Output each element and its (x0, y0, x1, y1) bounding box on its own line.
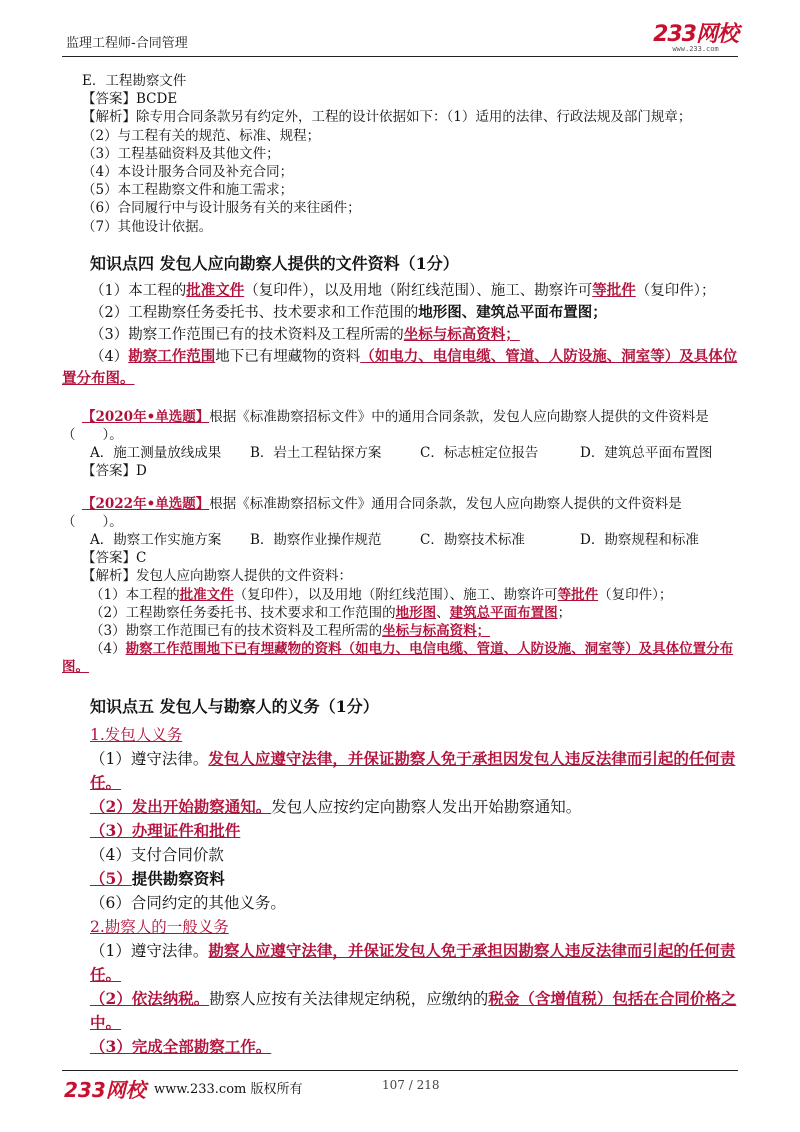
highlight: 勘察工作范围地下已有埋藏物的资料（如电力、电信电缆、管道、人防设施、洞室等）及具体位置分布图。 (62, 641, 734, 676)
option-a: A．勘察工作实施方案 (90, 532, 222, 549)
kp4-line-3 (62, 324, 742, 346)
duty-line (62, 987, 742, 1035)
page-footer (62, 1076, 738, 1102)
text: （3）勘察工作范围已有的技术资料及工程所需的 (90, 623, 383, 640)
question-tag: 【2022年•单选题】 (82, 495, 210, 512)
text: ； (557, 604, 572, 621)
duty-line (62, 747, 742, 795)
highlight: （5） (90, 868, 132, 888)
list-item: （6）合同履行中与设计服务有关的来往函件； (82, 200, 361, 217)
options (62, 531, 742, 549)
text: （4） (90, 641, 126, 658)
answer: 【答案】D (82, 463, 147, 480)
logo-site: www.233.com (672, 45, 719, 53)
text: 地下已有埋藏物的资料 (215, 348, 361, 365)
kp4-line-2 (62, 302, 742, 324)
list-item: （5）本工程勘察文件和施工需求； (82, 182, 294, 199)
question-stem (62, 495, 742, 531)
text: （4） (90, 348, 129, 365)
answer: 【答案】C (82, 550, 147, 567)
text: （复印件），以及用地（附红线范围）、施工、勘察许可 (233, 586, 558, 603)
list-item: （7）其他设计依据。 (82, 218, 213, 235)
analysis: 【解析】除专用合同条款另有约定外，工程的设计依据如下：（1）适用的法律、行政法规及部门规章； (82, 109, 692, 126)
bold-text: 地形图、建筑总平面布置图； (418, 303, 607, 321)
kp4-line-4 (62, 346, 742, 390)
header-rule (62, 56, 738, 57)
question-2022 (62, 495, 742, 677)
question-stem (62, 408, 742, 444)
option-d: D．勘察规程和标准 (580, 532, 699, 549)
duty-line: （4）支付合同价款 (90, 845, 224, 864)
highlight: 发包人应遵守法律，并保证勘察人免于承担因发包人违反法律而引起的任何责任。 (90, 748, 736, 792)
highlight: 建筑总平面布置图 (449, 604, 558, 621)
footer-logo: 233网校 (64, 1078, 146, 1102)
answer: 【答案】BCDE (82, 91, 178, 108)
highlight: （3）完成全部勘察工作。 (90, 1036, 272, 1056)
list-item: （2）与工程有关的规范、标准、规程； (82, 127, 321, 144)
analysis-line-2 (62, 604, 742, 622)
logo-text: 233网校 (653, 22, 738, 47)
text: （1）遵守法律。 (90, 749, 209, 768)
duty-line (62, 1035, 742, 1059)
text: （复印件）； (635, 282, 716, 299)
list-item: （4）本设计服务合同及补充合同； (82, 164, 294, 181)
page-content (62, 72, 742, 1059)
duty-line (62, 819, 742, 843)
text: （3）勘察工作范围已有的技术资料及工程所需的 (90, 326, 404, 343)
copyright: www.233.com 版权所有 (154, 1082, 303, 1097)
highlight: 等批件 (557, 586, 599, 603)
stem-text: 根据《标准勘察招标文件》通用合同条款，发包人应向勘察人提供的文件资料是（ ）。 (62, 495, 682, 530)
option-d: D．建筑总平面布置图 (580, 445, 713, 462)
text: 、 (436, 604, 450, 621)
highlight: （2）发出开始勘察通知。 (90, 796, 272, 816)
analysis-line-1 (62, 586, 742, 604)
footer-rule (62, 1070, 738, 1071)
highlight: 地形图 (395, 604, 437, 621)
highlight: 等批件 (592, 281, 636, 299)
page-header (62, 24, 738, 54)
subsection-title: 1.发包人义务 (90, 725, 183, 744)
option-c: C．标志桩定位报告 (420, 445, 539, 462)
kp5-body (62, 723, 742, 1059)
highlight: 坐标与标高资料； (382, 623, 491, 640)
option-e: E．工程勘察文件 (82, 73, 187, 89)
highlight: 批准文件 (179, 586, 234, 603)
highlight: 勘察人应遵守法律，并保证发包人免于承担因勘察人违反法律而引起的任何责任。 (90, 940, 736, 984)
highlight: （3）办理证件和批件 (90, 820, 241, 840)
options (62, 444, 742, 462)
bold-text: 提供勘察资料 (131, 868, 225, 888)
doc-title: 监理工程师-合同管理 (66, 36, 188, 51)
highlight: 坐标与标高资料； (403, 325, 520, 343)
text: （2）工程勘察任务委托书、技术要求和工作范围的 (90, 604, 396, 621)
duty-line (62, 867, 742, 891)
option-b: B．勘察作业操作规范 (250, 532, 382, 549)
text: （复印件）； (598, 586, 673, 603)
list-item: （3）工程基础资料及其他文件； (82, 145, 280, 162)
duty-line (62, 795, 742, 819)
text: （2）工程勘察任务委托书、技术要求和工作范围的 (90, 304, 419, 321)
section-title-kp5: 知识点五 发包人与勘察人的义务（1分） (90, 696, 379, 716)
text: 发包人应按约定向勘察人发出开始勘察通知。 (271, 797, 582, 816)
highlight: 税金（含增值税）包括在合同价格之中。 (90, 988, 737, 1032)
kp4-body (62, 280, 742, 390)
duty-line: （6）合同约定的其他义务。 (90, 893, 286, 912)
analysis-line-3 (62, 622, 742, 640)
text: （1）遵守法律。 (90, 941, 209, 960)
highlight: （2）依法纳税。 (90, 988, 210, 1008)
highlight: （如电力、电信电缆、管道、人防设施、洞室等）及具体位置分布图。 (62, 347, 738, 387)
analysis-line-4 (62, 640, 742, 676)
option-b: B．岩土工程钻探方案 (250, 445, 382, 462)
section-title-kp4: 知识点四 发包人应向勘察人提供的文件资料（1分） (90, 253, 459, 273)
option-a: A．施工测量放线成果 (90, 445, 222, 462)
analysis: 【解析】发包人应向勘察人提供的文件资料： (82, 568, 352, 585)
highlight: 勘察工作范围 (128, 347, 216, 365)
prev-question (62, 72, 742, 236)
option-c: C．勘察技术标准 (420, 532, 525, 549)
text: （1）本工程的 (90, 586, 180, 603)
text: 勘察人应按有关法律规定纳税，应缴纳的 (209, 989, 489, 1008)
page-number: 107 / 218 (382, 1078, 440, 1092)
subsection-title: 2.勘察人的一般义务 (90, 917, 229, 936)
question-2020 (62, 408, 742, 481)
question-tag: 【2020年•单选题】 (82, 408, 210, 425)
kp4-line-1 (62, 280, 742, 302)
brand-logo (653, 24, 738, 53)
text: （复印件），以及用地（附红线范围）、施工、勘察许可 (244, 282, 593, 299)
duty-line (62, 939, 742, 987)
highlight: 批准文件 (186, 281, 245, 299)
stem-text: 根据《标准勘察招标文件》中的通用合同条款，发包人应向勘察人提供的文件资料是（ ）。 (62, 408, 709, 444)
text: （1）本工程的 (90, 282, 187, 299)
